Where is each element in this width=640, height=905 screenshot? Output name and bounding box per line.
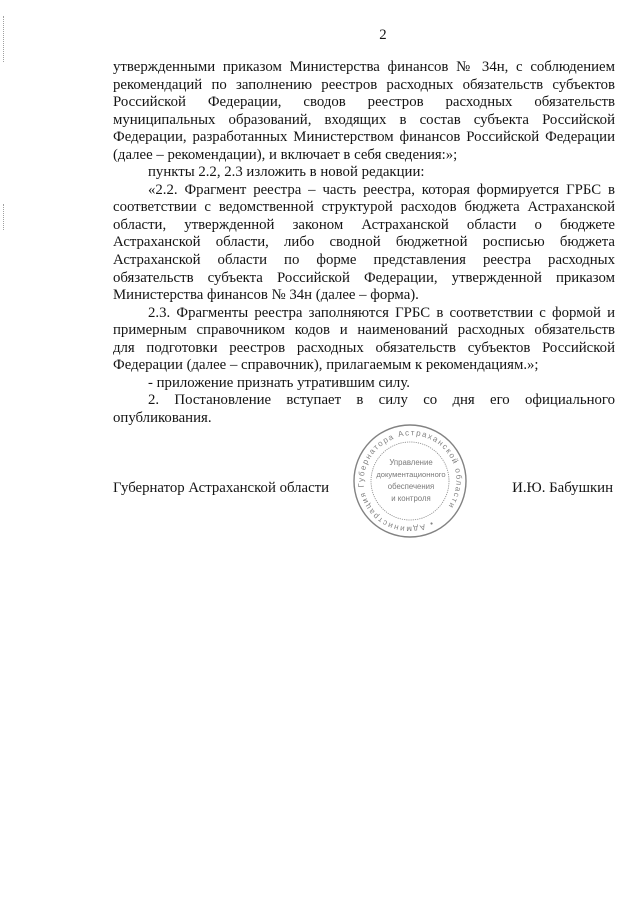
text-line: «2.2. Фрагмент реестра – часть реестра, которая формируется ГРБС в [148,181,615,198]
signatory-position: Губернатор Астраханской области [113,480,330,496]
stamp-ring-textpath: • Администрация Губернатора Астраханской области [356,428,464,534]
body-text [113,59,615,427]
text-line: соответствии с ведомственной структурой расходов бюджета Астраханской [113,199,615,216]
text-line: Министерства финансов № 34н (далее – форма). [113,287,419,304]
text-line: Астраханской области, либо сводной бюджетной росписью бюджета [113,234,615,251]
signatory-name: И.Ю. Бабушкин [512,480,613,496]
stamp-inner-circle [371,442,449,520]
text-line: Астраханской области по форме представления реестра расходных [113,252,615,269]
text-line: обязательств субъекта Российской Федерации, утвержденной приказом [113,269,615,286]
stamp-center-line: и контроля [391,494,431,503]
page-number: 2 [379,27,387,43]
text-line: опубликования. [113,409,212,426]
stamp-center-line: обеспечения [387,482,435,491]
stamp-center-line: Управление [389,458,433,467]
scan-artifact [3,16,4,62]
text-line: 2. Постановление вступает в силу со дня его официального [148,392,615,409]
text-line: Федерации (далее – справочник), прилагаемым к рекомендациям.»; [113,357,539,374]
text-line: (далее – рекомендации), и включает в себя сведения:»; [113,146,458,163]
text-line: пункты 2.2, 2.3 изложить в новой редакции: [148,164,425,181]
text-line: Российской Федерации, сводов реестров расходных обязательств [113,94,615,111]
text-line: области, утвержденной законом Астраханской области о бюджете [113,216,615,233]
official-stamp [345,416,475,546]
text-line: утвержденными приказом Министерства финансов № 34н, с соблюдением [113,59,615,75]
text-line: Федерации, разработанных Министерством финансов Российской Федерации [113,129,615,146]
scan-artifact [3,204,4,230]
text-line: муниципальных образований, входящих в состав субъекта Российской [113,111,615,128]
stamp-center-line: документационного [376,470,446,479]
text-line: для подготовки реестров расходных обязательств субъектов Российской [113,339,615,356]
text-line: рекомендаций по заполнению реестров расходных обязательств субъектов [113,76,615,93]
text-line: - приложение признать утратившим силу. [148,374,410,391]
text-line: примерным справочником кодов и наименований расходных обязательств [113,322,615,339]
text-line: 2.3. Фрагменты реестра заполняются ГРБС в соответствии с формой и [148,304,615,321]
stamp-ring-text [357,428,464,534]
